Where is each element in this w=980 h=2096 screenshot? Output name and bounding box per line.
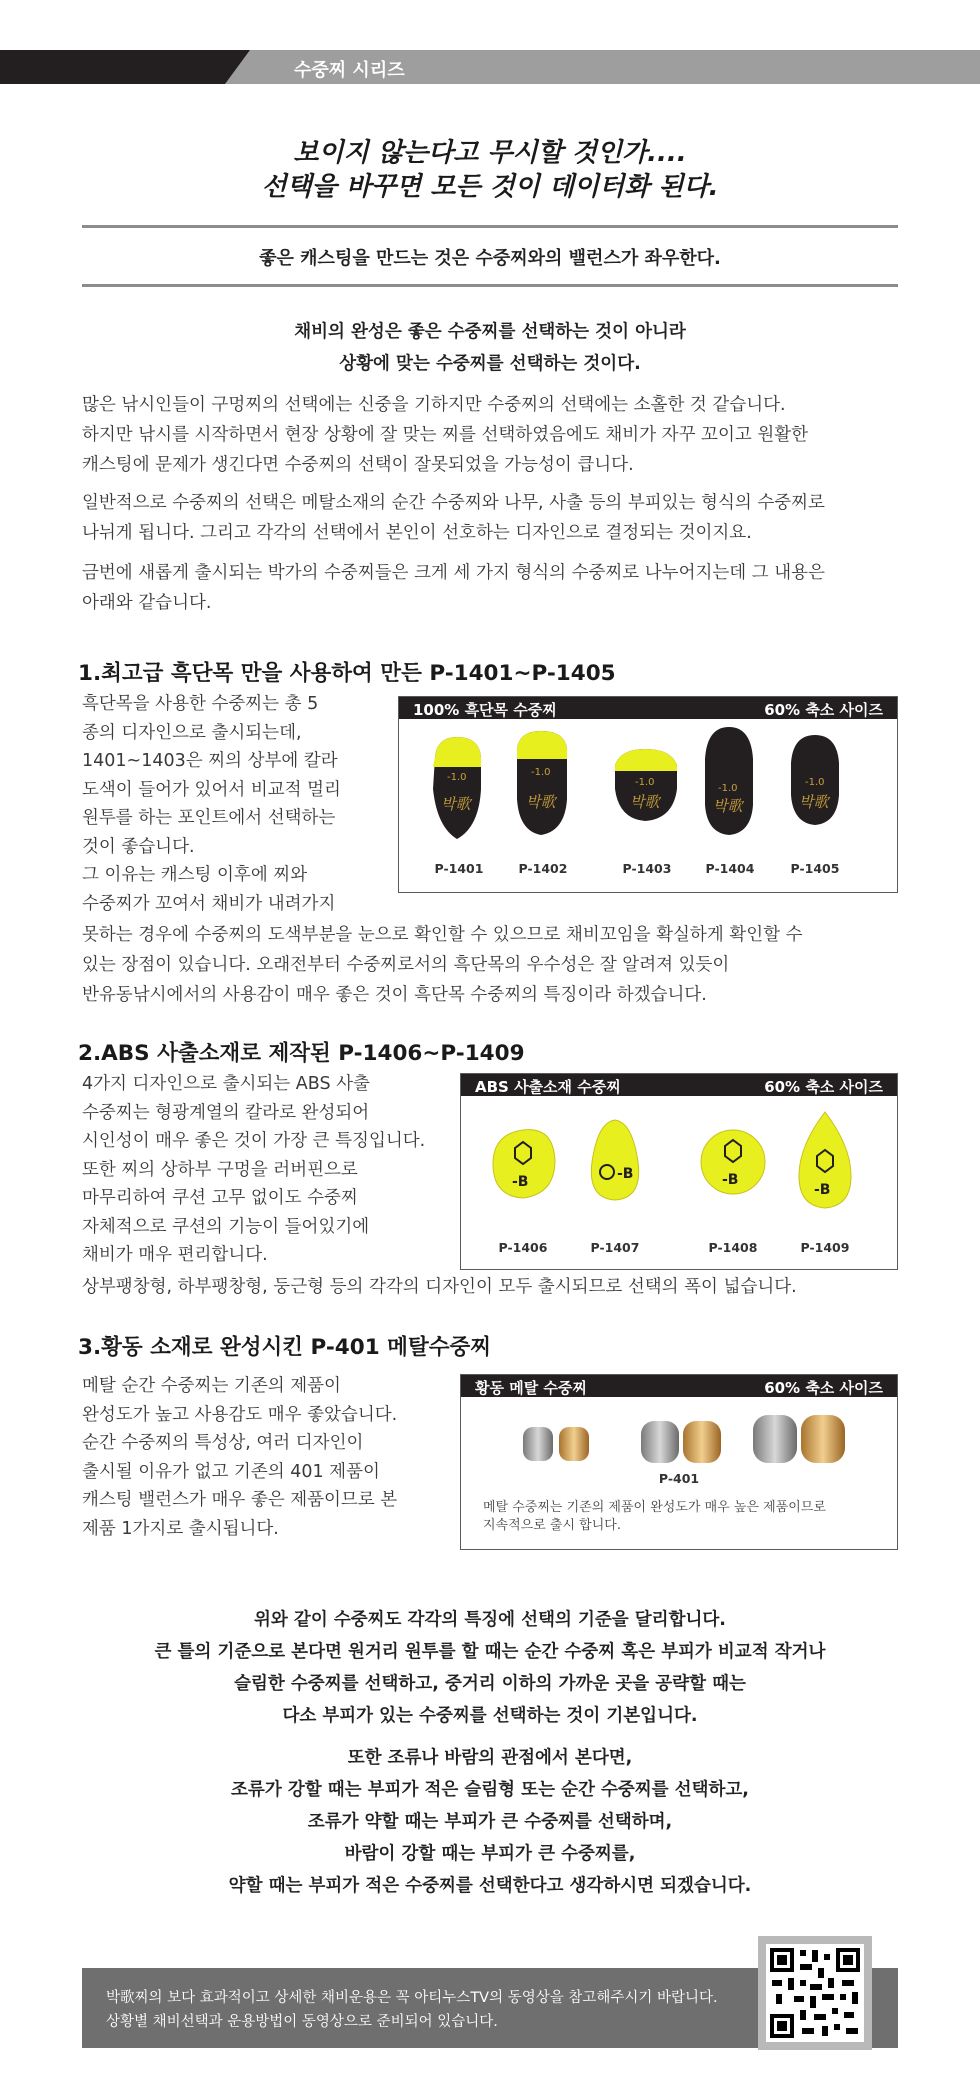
text-line: 반유동낚시에서의 사용감이 매우 좋은 것이 흑단목 수중찌의 특징이라 하겠습니다. (82, 985, 707, 1005)
text-line: 캐스팅에 문제가 생긴다면 수중찌의 선택이 잘못되었을 가능성이 큽니다. (82, 455, 634, 475)
box-header (461, 1074, 897, 1096)
metal-float-pair-large (753, 1415, 845, 1463)
model-label: P-401 (658, 1471, 700, 1486)
box-title: ABS 사출소재 수중찌 (475, 1078, 621, 1096)
ebony-float-box (398, 696, 898, 893)
model-label: P-1408 (708, 1240, 758, 1255)
model-label: P-1405 (790, 861, 840, 876)
headline-line1: 보이지 않는다고 무시할 것인가.... (293, 138, 687, 168)
intro-paragraph-2 (82, 488, 898, 548)
float-p1402 (517, 731, 567, 835)
text-line: 지속적으로 출시 합니다. (483, 1518, 621, 1533)
section2-column-text (82, 1070, 438, 1270)
text-line: 조류가 약할 때는 부피가 큰 수중찌를 선택하며, (307, 1812, 673, 1832)
text-line: 수중찌는 형광계열의 칼라로 완성되어 (82, 1102, 370, 1123)
text-line: 금번에 새롭게 출시되는 박가의 수중찌들은 크게 세 가지 형식의 수중찌로 나누어지는데 그 내용은 (82, 563, 825, 583)
text-line: 또한 찌의 상하부 구멍을 러버핀으로 (82, 1159, 358, 1180)
section1-column-text (82, 690, 368, 918)
float-depth-mark: -1.0 (635, 777, 655, 788)
model-label: P-1403 (622, 861, 672, 876)
section1-title: 1.최고급 흑단목 만을 사용하여 만든 P-1401~P-1405 (78, 661, 616, 686)
box-scale: 60% 축소 사이즈 (764, 1078, 883, 1096)
footer-text (106, 1986, 718, 2034)
brand-logo-icon: 박歌 (799, 793, 829, 811)
subtitle: 좋은 캐스팅을 만드는 것은 수중찌와의 밸런스가 좌우한다. (259, 248, 721, 269)
brand-logo-icon: 박歌 (526, 793, 556, 811)
qr-code-icon[interactable] (766, 1944, 864, 2042)
intro-paragraph-3 (82, 558, 898, 618)
text-line: 캐스팅 밸런스가 매우 좋은 제품이므로 본 (82, 1490, 398, 1510)
metal-float-pair-medium (641, 1421, 721, 1463)
abs-float-box (460, 1073, 898, 1270)
float-p1403 (615, 749, 677, 821)
qr-code-frame[interactable] (758, 1936, 872, 2050)
text-line: 순간 수중찌의 특성상, 여러 디자인이 (82, 1433, 364, 1453)
text-line: 출시될 이유가 없고 기존의 401 제품이 (82, 1461, 380, 1482)
float-p1404 (705, 727, 753, 835)
metal-float-pair-small (523, 1427, 589, 1461)
text-line: 완성도가 높고 사용감도 매우 좋았습니다. (82, 1404, 398, 1425)
model-label: P-1404 (705, 861, 755, 876)
section1-full-text (82, 920, 898, 1010)
header-dark-accent (0, 50, 250, 84)
text-line: 하지만 낚시를 시작하면서 현장 상황에 잘 맞는 찌를 선택하였음에도 채비가 자꾸 꼬이고 원활한 (82, 425, 809, 445)
text-line: 자체적으로 쿠션의 기능이 들어있기에 (82, 1216, 370, 1237)
text-line: 일반적으로 수중찌의 선택은 메탈소재의 순간 수중찌와 나무, 사출 등의 부피있는 형식의 수중찌로 (82, 493, 825, 513)
series-label: 수중찌 시리즈 (294, 60, 405, 81)
float-depth-mark: -B (722, 1172, 739, 1188)
series-header-bar (0, 50, 980, 84)
text-line: 메탈 수중찌는 기존의 제품이 완성도가 매우 높은 제품이므로 (483, 1500, 826, 1515)
text-line: 조류가 강할 때는 부피가 적은 슬림형 또는 순간 수중찌를 선택하고, (231, 1780, 749, 1800)
text-line: 제품 1가지로 출시됩니다. (82, 1518, 279, 1539)
text-line: 못하는 경우에 수중찌의 도색부분을 눈으로 확인할 수 있으므로 채비꼬임을 확실하게 확인할 수 (82, 925, 803, 945)
text-line: 4가지 디자인으로 출시되는 ABS 사출 (82, 1074, 370, 1094)
model-label: P-1401 (434, 861, 484, 876)
text-line: 시인성이 매우 좋은 것이 가장 큰 특징입니다. (82, 1131, 426, 1151)
float-depth-mark: -1.0 (805, 777, 825, 788)
closing-block-1 (0, 1604, 980, 1732)
section2-title: 2.ABS 사출소재로 제작된 P-1406~P-1409 (78, 1041, 525, 1066)
text-line: 나뉘게 됩니다. 그리고 각각의 선택에서 본인이 선호하는 디자인으로 결정되는 것이지요. (82, 523, 752, 543)
box-scale: 60% 축소 사이즈 (764, 701, 883, 719)
text-line: 큰 틀의 기준으로 본다면 원거리 원투를 할 때는 순간 수중찌 혹은 부피가 비교적 작거나 (154, 1642, 826, 1662)
closing-block-2 (0, 1742, 980, 1902)
model-label: P-1406 (498, 1240, 548, 1255)
brand-logo-icon: 박歌 (441, 795, 471, 813)
float-depth-mark: -B (814, 1182, 831, 1198)
text-line: 또한 조류나 바람의 관점에서 본다면, (347, 1748, 633, 1768)
section2-full-text (82, 1272, 898, 1302)
text-line: 원투를 하는 포인트에서 선택하는 (82, 808, 336, 828)
text-line: 많은 낚시인들이 구멍찌의 선택에는 신중을 기하지만 수중찌의 선택에는 소홀한 것 같습니다. (82, 395, 786, 415)
box-title: 100% 흑단목 수중찌 (413, 701, 557, 719)
box-title: 황동 메탈 수중찌 (475, 1379, 587, 1397)
brass-float-note (483, 1499, 826, 1535)
divider-bottom (82, 284, 898, 287)
brand-logo-icon: 박歌 (713, 797, 743, 815)
model-label: P-1409 (800, 1240, 850, 1255)
float-p1405 (791, 735, 839, 825)
brass-float-box (460, 1374, 898, 1550)
text-line: 종의 디자인으로 출시되는데, (82, 722, 302, 743)
float-p1408 (701, 1130, 765, 1194)
float-p1407 (591, 1120, 638, 1200)
text-line: 바람이 강할 때는 부피가 큰 수중찌를, (344, 1844, 636, 1864)
text-line: 다소 부피가 있는 수중찌를 선택하는 것이 기본입니다. (282, 1706, 698, 1726)
text-line: 박歌찌의 보다 효과적이고 상세한 채비운용은 꼭 아티누스TV의 동영상을 참고해주시기 바랍니다. (106, 1990, 718, 2006)
intro-paragraph-1 (82, 390, 898, 480)
text-line: 그 이유는 캐스팅 이후에 찌와 (82, 865, 308, 885)
float-p1409 (799, 1112, 851, 1208)
section3-column-text (82, 1372, 430, 1543)
box-header (399, 697, 897, 719)
text-line: 흑단목을 사용한 수중찌는 총 5 (82, 694, 319, 714)
text-line: 위와 같이 수중찌도 각각의 특징에 선택의 기준을 달리합니다. (254, 1610, 726, 1630)
text-line: 마무리하여 쿠션 고무 없이도 수중찌 (82, 1188, 358, 1208)
float-depth-mark: -B (617, 1166, 634, 1182)
text-line: 상황별 채비선택과 운용방법이 동영상으로 준비되어 있습니다. (106, 2014, 498, 2030)
text-line: 것이 좋습니다. (82, 836, 195, 857)
section3-title: 3.황동 소재로 완성시킨 P-401 메탈수중찌 (78, 1335, 492, 1360)
headline-line2: 선택을 바꾸면 모든 것이 데이터화 된다. (261, 172, 719, 202)
box-header (461, 1375, 897, 1397)
float-depth-mark: -B (512, 1174, 529, 1190)
text-line: 슬림한 수중찌를 선택하고, 중거리 이하의 가까운 곳을 공략할 때는 (234, 1674, 746, 1694)
model-label: P-1407 (590, 1240, 640, 1255)
brand-logo-icon: 박歌 (630, 793, 660, 811)
text-line: 상부팽창형, 하부팽창형, 둥근형 등의 각각의 디자인이 모두 출시되므로 선택의 폭이 넓습니다. (82, 1277, 797, 1297)
text-line: 도색이 들어가 있어서 비교적 멀리 (82, 779, 341, 800)
float-p1406 (493, 1130, 555, 1198)
float-p1401 (433, 737, 481, 839)
text-line: 있는 장점이 있습니다. 오래전부터 수중찌로서의 흑단목의 우수성은 잘 알려져 있듯이 (82, 955, 730, 975)
float-depth-mark: -1.0 (531, 767, 551, 778)
text-line: 수중찌가 꼬여서 채비가 내려가지 (82, 893, 336, 914)
text-line: 메탈 순간 수중찌는 기존의 제품이 (82, 1376, 341, 1396)
text-line: 약할 때는 부피가 적은 수중찌를 선택한다고 생각하시면 되겠습니다. (228, 1876, 752, 1896)
text-line: 아래와 같습니다. (82, 593, 212, 613)
model-label: P-1402 (518, 861, 568, 876)
text-line: 채비가 매우 편리합니다. (82, 1245, 268, 1265)
float-depth-mark: -1.0 (447, 772, 467, 783)
box-scale: 60% 축소 사이즈 (764, 1379, 883, 1397)
text-line: 1401~1403은 찌의 상부에 칼라 (82, 751, 338, 771)
float-depth-mark: -1.0 (718, 783, 738, 794)
lead-line2: 상황에 맞는 수중찌를 선택하는 것이다. (339, 354, 641, 374)
lead-line1: 채비의 완성은 좋은 수중찌를 선택하는 것이 아니라 (294, 322, 686, 342)
divider-top (82, 225, 898, 228)
